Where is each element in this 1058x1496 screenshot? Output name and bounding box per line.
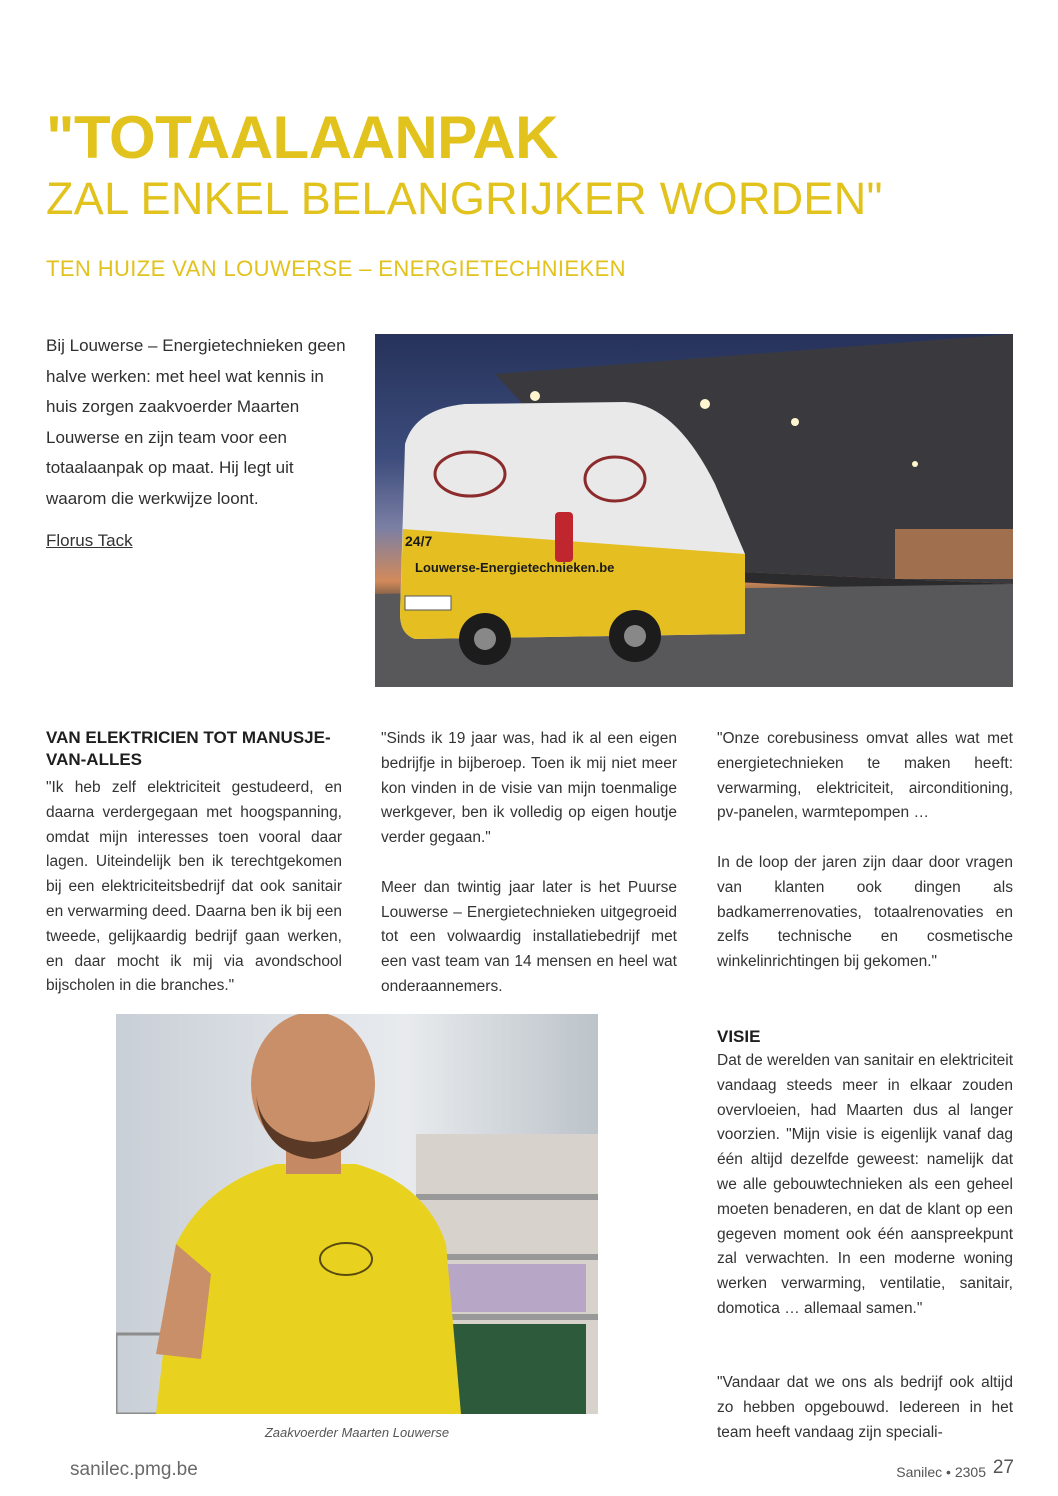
person-photo	[116, 1014, 598, 1414]
column-3-paragraph-2: In de loop der jaren zijn daar door vragen van klanten ook dingen als badkamerrenovaties, totaalrenovaties en zelfs technische en cosmetische winkelinrichtingen bij gekomen."	[717, 853, 1013, 971]
headline-line-2: ZAL ENKEL BELANGRIJKER WORDEN"	[46, 173, 883, 224]
column-2-paragraph-1: "Sinds ik 19 jaar was, had ik al een eigen bedrijfje in bijberoep. Toen ik mij niet meer kon vinden in de visie van mijn toenmalige werkgever, ben ik volledig op eigen houtje verder gegaan."	[381, 730, 677, 847]
issue-label: Sanilec • 2305	[896, 1464, 986, 1480]
headline-line-1: "TOTAALAANPAK	[46, 104, 558, 171]
column-1-paragraph: "Ik heb zelf elektriciteit gestudeerd, en daarna verdergegaan met hoogspanning, omdat mijn interesses toen vooral daar lagen. Uiteindelijk ben ik terechtgekomen bij een elektriciteitsbedrijf dat ook sanitair en verwarming deed. Daarna ben ik bij een tweede, gelijkaardig bedrijf gaan werken, en daar mocht ik mij via avondschool bijscholen in die branches."	[46, 779, 342, 995]
intro-text: Bij Louwerse – Energietechnieken geen halve werken: met heel wat kennis in huis zorgen zaakvoerder Maarten Louwerse en zijn team voor een totaalaanpak op maat. Hij legt uit waarom die werkwijze loont.	[46, 336, 346, 508]
footer-url-link[interactable]: sanilec.pmg.be	[70, 1459, 198, 1480]
visie-paragraph-1: Dat de werelden van sanitair en elektriciteit vandaag steeds meer in elkaar zouden overvloeien, had Maarten dus al langer voorzien. "Mijn visie is eigenlijk vanaf dag één altijd dezelfde geweest: namelijk dat we alle gebouwtechnieken als een geheel moeten benaderen, en dat de klant op een gegeven moment ook één aanspreekpunt zal verwachten. In een moderne woning werken verwarming, ventilatie, sanitair, domotica … allemaal samen."	[717, 1052, 1013, 1317]
section-heading-visie: VISIE	[717, 1027, 761, 1046]
column-1-text	[46, 776, 342, 999]
column-2-text	[381, 727, 677, 1000]
author-link[interactable]: Florus Tack	[46, 531, 133, 550]
section-heading-elektricien: VAN ELEKTRICIEN TOT MANUSJE-VAN-ALLES	[46, 728, 331, 769]
column-2-paragraph-2: Meer dan twintig jaar later is het Puurse Louwerse – Energietechnieken uitgegroeid tot een volwaardig installatiebedrijf met een vast team van 14 mensen en heel wat onderaannemers.	[381, 878, 677, 995]
van-badge-text: 24/7	[405, 533, 433, 549]
page-number: 27	[992, 1457, 1014, 1478]
column-3-text	[717, 727, 1013, 975]
photo-caption: Zaakvoerder Maarten Louwerse	[264, 1425, 450, 1440]
person-illustration	[116, 1014, 598, 1414]
van-photo	[375, 334, 1013, 687]
van-website-text: Louwerse-Energietechnieken.be	[415, 560, 615, 575]
subtitle: TEN HUIZE VAN LOUWERSE – ENERGIETECHNIEKEN	[46, 256, 626, 281]
column-3-paragraph-1: "Onze corebusiness omvat alles wat met energietechnieken te maken heeft: verwarming, elektriciteit, airconditioning, pv-panelen, warmtepompen …	[717, 730, 1013, 822]
van-illustration	[375, 334, 1013, 687]
visie-paragraph-2: "Vandaar dat we ons als bedrijf ook altijd zo hebben opgebouwd. Iedereen in het team heeft vandaag zijn speciali-	[717, 1374, 1013, 1441]
